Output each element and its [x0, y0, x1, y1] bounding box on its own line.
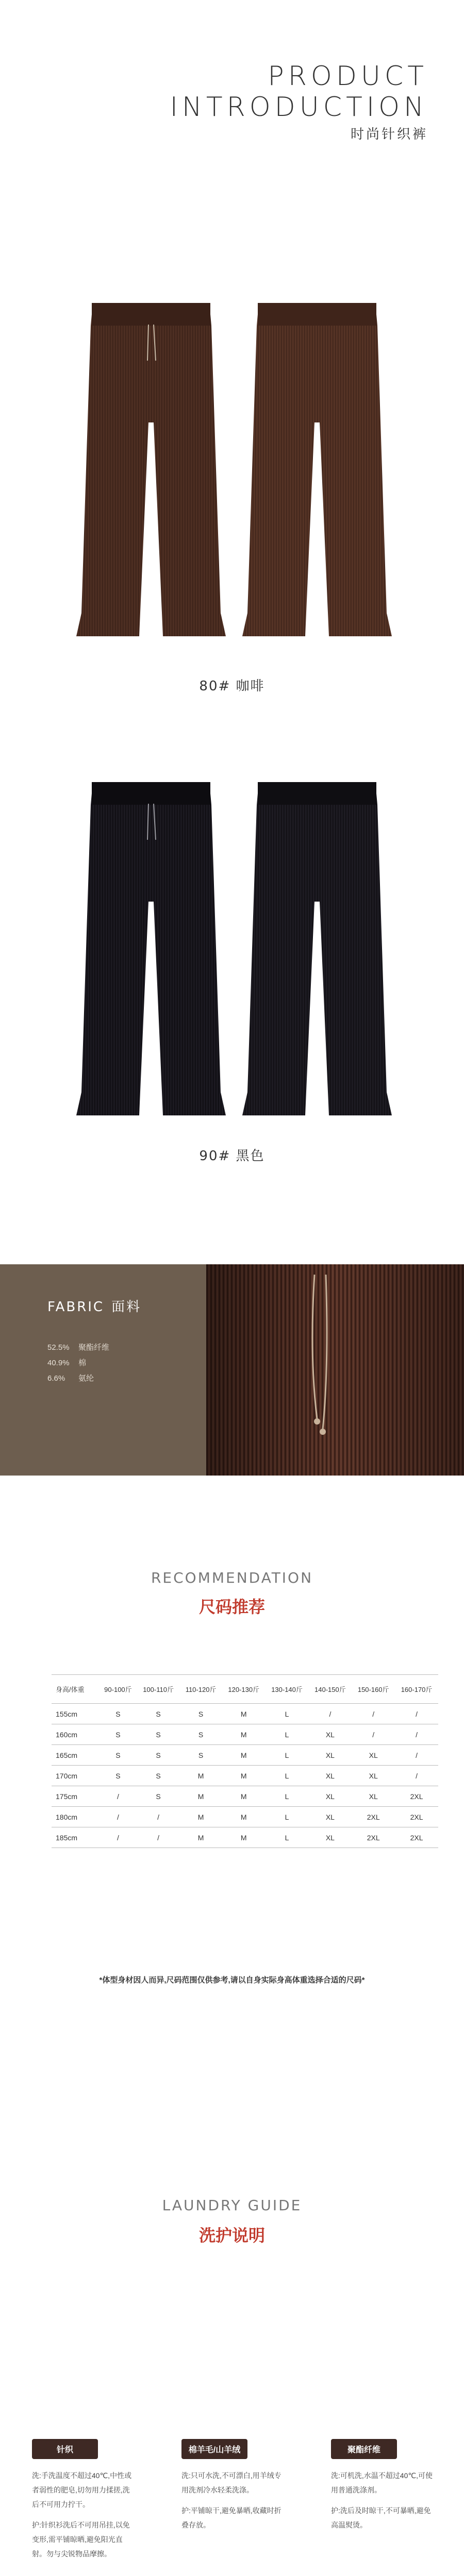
fabric-composition-1: 52.5% 聚酯纤维: [47, 1343, 110, 1352]
size-value-cell: /: [395, 1766, 438, 1786]
fabric-composition-2: 40.9% 棉: [47, 1359, 87, 1367]
size-table-row: [52, 1807, 438, 1827]
size-value-cell: /: [352, 1704, 395, 1724]
size-height-cell: 175cm: [52, 1786, 99, 1807]
header-title-line2: INTRODUCTION: [170, 92, 428, 123]
size-value-cell: L: [266, 1807, 309, 1827]
size-table-row: [52, 1766, 438, 1786]
size-height-cell: 160cm: [52, 1724, 99, 1745]
size-value-cell: M: [179, 1807, 222, 1827]
size-value-cell: /: [99, 1807, 137, 1827]
size-value-cell: 2XL: [395, 1786, 438, 1807]
size-height-cell: 180cm: [52, 1807, 99, 1827]
care-card-knit: [32, 2439, 135, 2561]
size-table-row: [52, 1786, 438, 1807]
size-value-cell: M: [222, 1704, 266, 1724]
size-value-cell: XL: [352, 1766, 395, 1786]
size-value-cell: /: [352, 1724, 395, 1745]
size-value-cell: S: [137, 1766, 179, 1786]
care-card-wool: [181, 2439, 285, 2532]
size-height-cell: 170cm: [52, 1766, 99, 1786]
fabric-section: [0, 1264, 464, 1476]
size-value-cell: M: [222, 1724, 266, 1745]
care-keep-text: 护:洗后及时晾干,不可暴晒,避免高温熨烫。: [331, 2506, 431, 2529]
fabric-composition-3: 6.6% 氨纶: [47, 1374, 94, 1383]
pants-icon: [242, 773, 392, 1123]
size-header-cell: 120-130斤: [222, 1675, 266, 1704]
size-value-cell: L: [266, 1724, 309, 1745]
size-value-cell: S: [137, 1786, 179, 1807]
care-keep-text: 护:针织衫洗后不可用吊挂,以免变形,需平铺晾晒,避免阳光直射。勿与尖锐物品摩擦。: [32, 2521, 130, 2558]
size-table-row: [52, 1704, 438, 1724]
color-label-coffee: 80# 咖啡: [199, 679, 265, 694]
size-value-cell: XL: [308, 1766, 352, 1786]
care-card-polyester: [331, 2439, 434, 2532]
size-value-cell: XL: [308, 1786, 352, 1807]
fabric-title: [47, 1296, 141, 1315]
size-table-row: [52, 1827, 438, 1848]
size-value-cell: L: [266, 1745, 309, 1766]
size-value-cell: /: [395, 1704, 438, 1724]
recommendation-title-cn: 尺码推荐: [198, 1597, 265, 1617]
size-value-cell: XL: [308, 1724, 352, 1745]
size-header-cell: 160-170斤: [395, 1675, 438, 1704]
size-value-cell: M: [179, 1786, 222, 1807]
fabric-closeup-image: [206, 1264, 464, 1476]
fabric-info-panel: [0, 1264, 206, 1476]
size-value-cell: M: [179, 1827, 222, 1848]
size-value-cell: L: [266, 1766, 309, 1786]
size-value-cell: S: [179, 1724, 222, 1745]
laundry-title-en: LAUNDRY GUIDE: [162, 2197, 302, 2214]
size-value-cell: XL: [352, 1786, 395, 1807]
color-label-black: 90# 黑色: [199, 1148, 265, 1164]
size-height-cell: 155cm: [52, 1704, 99, 1724]
size-value-cell: XL: [308, 1807, 352, 1827]
pants-icon: [242, 294, 392, 644]
size-value-cell: M: [222, 1827, 266, 1848]
size-value-cell: 2XL: [352, 1807, 395, 1827]
size-value-cell: /: [395, 1745, 438, 1766]
product-image-back-coffee: [242, 294, 392, 644]
size-table: [52, 1674, 438, 1848]
care-tag: 棉羊毛/山羊绒: [181, 2439, 247, 2459]
size-value-cell: /: [137, 1807, 179, 1827]
size-value-cell: L: [266, 1704, 309, 1724]
size-value-cell: S: [99, 1724, 137, 1745]
size-header-cell: 140-150斤: [308, 1675, 352, 1704]
pants-icon: [76, 294, 226, 644]
size-value-cell: L: [266, 1827, 309, 1848]
size-value-cell: XL: [352, 1745, 395, 1766]
size-note: *体型身材因人而异,尺码范围仅供参考,请以自身实际身高体重选择合适的尺码*: [99, 1976, 365, 1985]
size-value-cell: M: [179, 1766, 222, 1786]
size-table-row: [52, 1724, 438, 1745]
size-table-row: [52, 1745, 438, 1766]
size-value-cell: 2XL: [395, 1827, 438, 1848]
laundry-title-cn: 洗护说明: [198, 2226, 265, 2245]
header-title-line1: PRODUCT: [268, 61, 428, 92]
size-value-cell: L: [266, 1786, 309, 1807]
size-value-cell: /: [99, 1786, 137, 1807]
size-value-cell: M: [222, 1766, 266, 1786]
header-subtitle: 时尚针织裤: [350, 127, 428, 142]
product-image-front-coffee: [76, 294, 226, 644]
size-value-cell: 2XL: [352, 1827, 395, 1848]
product-image-front-black: [76, 773, 226, 1123]
size-header-cell: 150-160斤: [352, 1675, 395, 1704]
fabric-title-cn: 面料: [111, 1299, 142, 1315]
size-value-cell: M: [222, 1786, 266, 1807]
size-value-cell: /: [137, 1827, 179, 1848]
product-image-back-black: [242, 773, 392, 1123]
recommendation-title-en: RECOMMENDATION: [151, 1569, 313, 1586]
care-wash-text: 洗:只可水洗,不可漂白,用羊绒专用洗剂冷水轻柔洗涤。: [181, 2471, 281, 2494]
size-value-cell: XL: [308, 1827, 352, 1848]
size-value-cell: S: [99, 1745, 137, 1766]
size-table-header: [52, 1675, 438, 1704]
size-header-cell: 身高/体重: [52, 1675, 99, 1704]
care-keep-text: 护:平铺晾干,避免暴晒,收藏时折叠存放。: [181, 2506, 281, 2529]
size-value-cell: S: [137, 1724, 179, 1745]
size-value-cell: S: [99, 1704, 137, 1724]
size-height-cell: 185cm: [52, 1827, 99, 1848]
pants-icon: [76, 773, 226, 1123]
size-header-cell: 90-100斤: [99, 1675, 137, 1704]
size-value-cell: S: [179, 1704, 222, 1724]
size-value-cell: S: [179, 1745, 222, 1766]
size-value-cell: 2XL: [395, 1807, 438, 1827]
size-value-cell: /: [308, 1704, 352, 1724]
care-tag: 聚酯纤维: [331, 2439, 397, 2459]
size-value-cell: /: [395, 1724, 438, 1745]
care-wash-text: 洗:可机洗,水温不超过40℃,可使用普通洗涤剂。: [331, 2471, 433, 2494]
fabric-title-en: FABRIC: [47, 1299, 105, 1315]
size-value-cell: M: [222, 1745, 266, 1766]
size-value-cell: M: [222, 1807, 266, 1827]
size-value-cell: S: [99, 1766, 137, 1786]
size-value-cell: S: [137, 1704, 179, 1724]
size-value-cell: /: [99, 1827, 137, 1848]
size-value-cell: S: [137, 1745, 179, 1766]
size-header-cell: 110-120斤: [179, 1675, 222, 1704]
care-wash-text: 洗:手洗温度不超过40℃,中性或者弱性的肥皂,切勿用力揉搓,洗后不可用力拧干。: [32, 2471, 132, 2509]
size-header-cell: 100-110斤: [137, 1675, 179, 1704]
care-tag: 针织: [32, 2439, 98, 2459]
size-height-cell: 165cm: [52, 1745, 99, 1766]
size-header-cell: 130-140斤: [266, 1675, 309, 1704]
size-value-cell: XL: [308, 1745, 352, 1766]
